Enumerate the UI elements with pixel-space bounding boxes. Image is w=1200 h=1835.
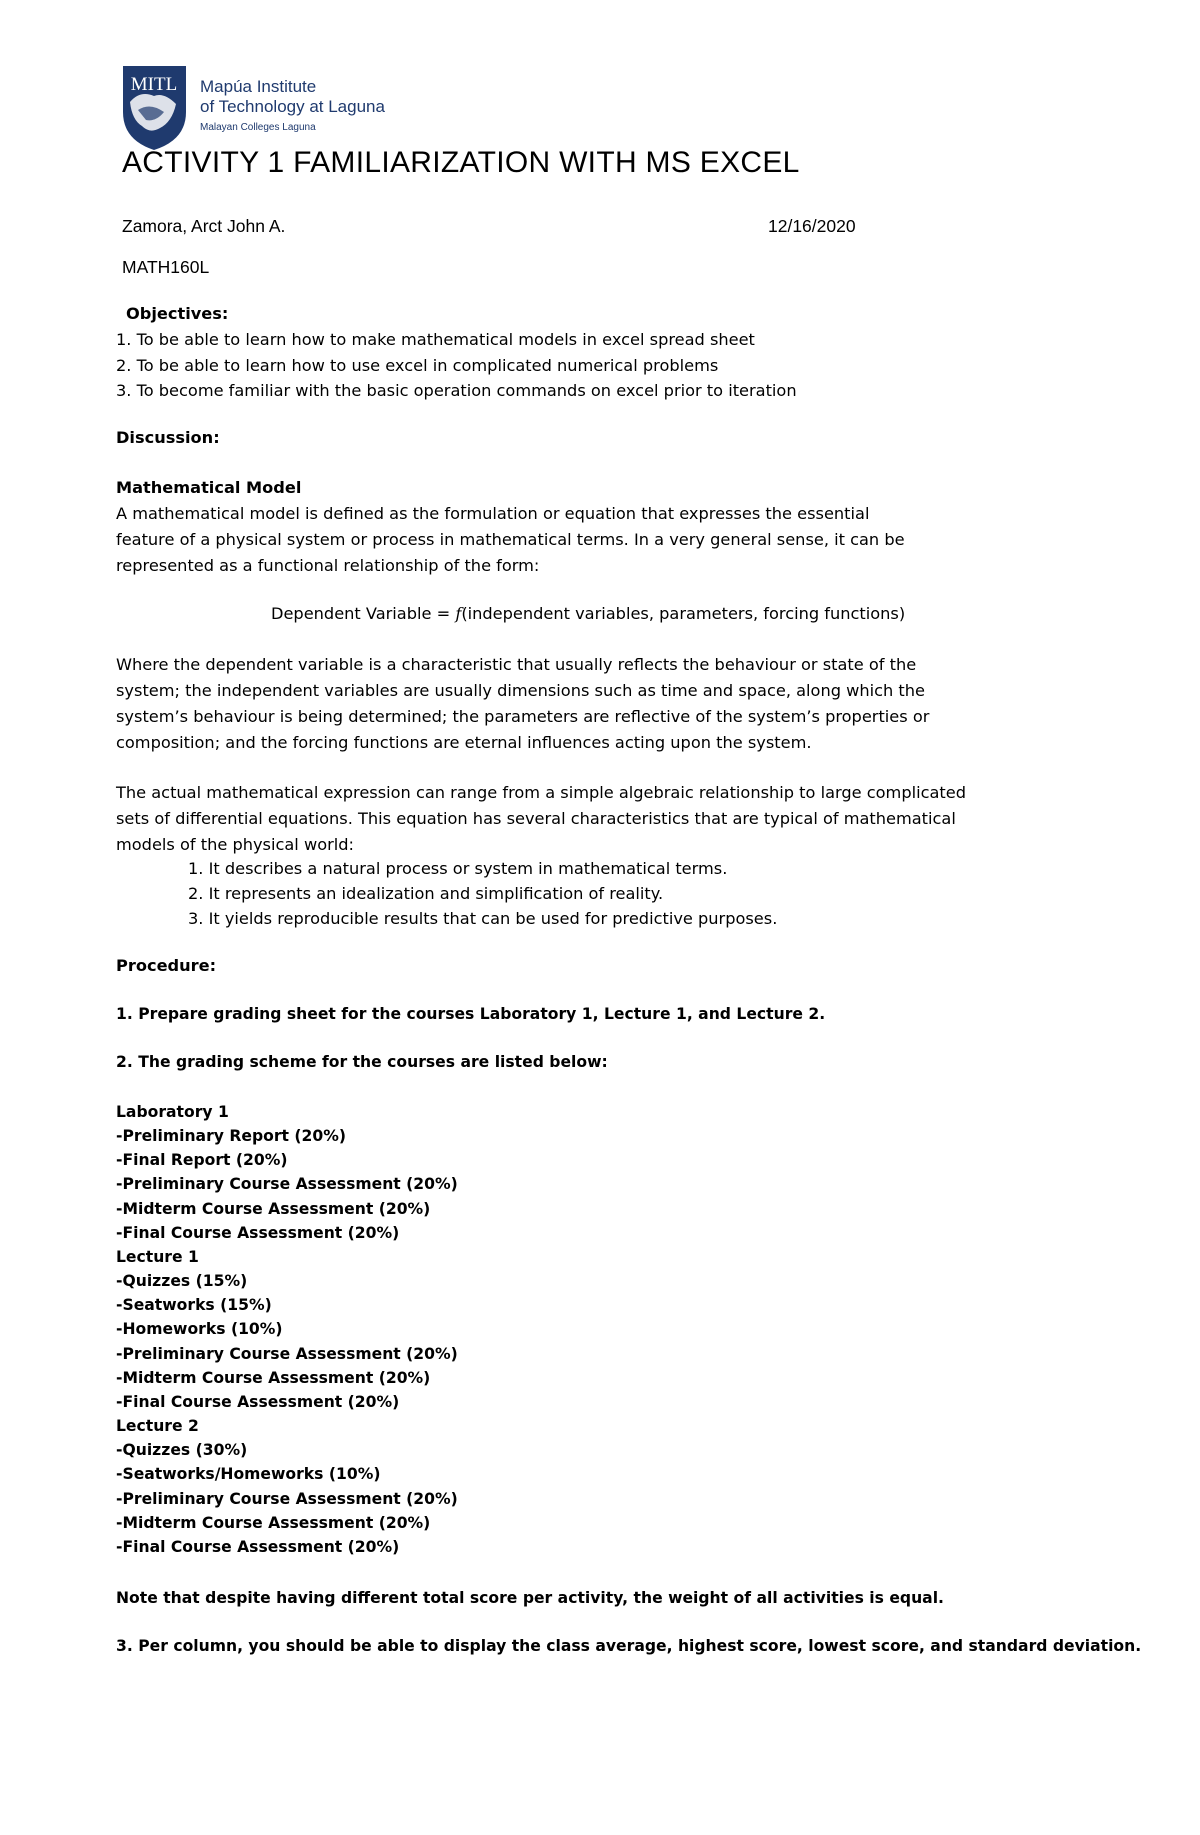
objective-item: 3. To become familiar with the basic operation commands on excel prior to iteration bbox=[116, 381, 797, 400]
logo-abbr: MITL bbox=[130, 74, 178, 95]
paragraph-line: system’s behaviour is being determined; the parameters are reflective of the system’s properties or bbox=[116, 707, 930, 726]
model-definition-paragraph bbox=[116, 501, 1016, 579]
characteristics-list bbox=[188, 856, 777, 931]
paragraph-line: composition; and the forcing functions are eternal influences acting upon the system. bbox=[116, 733, 812, 752]
grading-course-heading: Laboratory 1 bbox=[116, 1103, 229, 1121]
procedure-step-1: 1. Prepare grading sheet for the courses Laboratory 1, Lecture 1, and Lecture 2. bbox=[116, 1005, 826, 1023]
paragraph-line: sets of differential equations. This equation has several characteristics that are typical of mathematical bbox=[116, 809, 956, 828]
paragraph-line: system; the independent variables are usually dimensions such as time and space, along which the bbox=[116, 681, 925, 700]
grading-item: -Preliminary Course Assessment (20%) bbox=[116, 1344, 458, 1363]
grading-course-heading: Lecture 1 bbox=[116, 1247, 199, 1266]
grading-item: -Midterm Course Assessment (20%) bbox=[116, 1513, 431, 1532]
logo-line-1: Mapúa Institute bbox=[200, 77, 317, 96]
grading-item: -Seatworks/Homeworks (10%) bbox=[116, 1465, 381, 1484]
grading-item: -Preliminary Course Assessment (20%) bbox=[116, 1489, 458, 1508]
equation-rhs: (independent variables, parameters, forcing functions) bbox=[461, 604, 906, 623]
characteristic-item: 3. It yields reproducible results that can be used for predictive purposes. bbox=[188, 909, 778, 928]
institution-logo bbox=[120, 62, 410, 152]
characteristic-item: 1. It describes a natural process or system in mathematical terms. bbox=[188, 859, 728, 878]
grading-item: -Preliminary Report (20%) bbox=[116, 1127, 346, 1146]
procedure-heading: Procedure: bbox=[116, 956, 217, 975]
page-title: ACTIVITY 1 FAMILIARIZATION WITH MS EXCEL bbox=[122, 146, 800, 179]
grading-item: -Midterm Course Assessment (20%) bbox=[116, 1199, 431, 1218]
logo-line-2: of Technology at Laguna bbox=[200, 97, 385, 116]
procedure-step-2: 2. The grading scheme for the courses are listed below: bbox=[116, 1053, 608, 1071]
grading-item: -Quizzes (15%) bbox=[116, 1272, 248, 1291]
grading-item: -Preliminary Course Assessment (20%) bbox=[116, 1175, 458, 1194]
logo-line-3: Malayan Colleges Laguna bbox=[200, 122, 316, 133]
paragraph-line: The actual mathematical expression can range from a simple algebraic relationship to large complicated bbox=[116, 783, 966, 802]
objectives-list bbox=[116, 327, 797, 404]
procedure-step-3: 3. Per column, you should be able to display the class average, highest score, lowest score, and standard deviation. bbox=[116, 1637, 1142, 1655]
expression-paragraph bbox=[116, 780, 1016, 858]
paragraph-line: represented as a functional relationship of the form: bbox=[116, 556, 540, 575]
paragraph-line: Where the dependent variable is a characteristic that usually reflects the behaviour or state of the bbox=[116, 655, 917, 674]
grading-scheme-list bbox=[116, 1100, 458, 1559]
grading-item: -Final Course Assessment (20%) bbox=[116, 1537, 400, 1556]
paragraph-line: A mathematical model is defined as the formulation or equation that expresses the essential bbox=[116, 504, 870, 523]
paragraph-line: models of the physical world: bbox=[116, 835, 354, 854]
equation-lhs: Dependent Variable = bbox=[271, 604, 456, 623]
submission-date: 12/16/2020 bbox=[768, 216, 856, 236]
weight-note: Note that despite having different total score per activity, the weight of all activities is equal. bbox=[116, 1589, 944, 1607]
variables-paragraph bbox=[116, 652, 1016, 756]
grading-item: -Midterm Course Assessment (20%) bbox=[116, 1368, 431, 1387]
objectives-heading: Objectives: bbox=[126, 304, 229, 323]
discussion-heading: Discussion: bbox=[116, 428, 220, 447]
grading-item: -Seatworks (15%) bbox=[116, 1296, 272, 1315]
course-code: MATH160L bbox=[122, 257, 210, 277]
objective-item: 2. To be able to learn how to use excel in complicated numerical problems bbox=[116, 355, 719, 375]
grading-item: -Final Report (20%) bbox=[116, 1151, 288, 1170]
equation-function-symbol: f bbox=[455, 604, 462, 623]
mitl-seal-icon bbox=[120, 62, 410, 152]
grading-course-heading: Lecture 2 bbox=[116, 1417, 199, 1436]
author-name: Zamora, Arct John A. bbox=[122, 216, 286, 236]
objective-item: 1. To be able to learn how to make mathematical models in excel spread sheet bbox=[116, 330, 755, 349]
mathematical-model-heading: Mathematical Model bbox=[116, 478, 302, 497]
model-equation bbox=[271, 604, 905, 623]
grading-item: -Quizzes (30%) bbox=[116, 1441, 248, 1460]
grading-item: -Final Course Assessment (20%) bbox=[116, 1223, 400, 1242]
grading-item: -Final Course Assessment (20%) bbox=[116, 1392, 400, 1411]
grading-item: -Homeworks (10%) bbox=[116, 1320, 283, 1339]
characteristic-item: 2. It represents an idealization and simplification of reality. bbox=[188, 884, 664, 903]
paragraph-line: feature of a physical system or process in mathematical terms. In a very general sense, it can be bbox=[116, 530, 905, 549]
